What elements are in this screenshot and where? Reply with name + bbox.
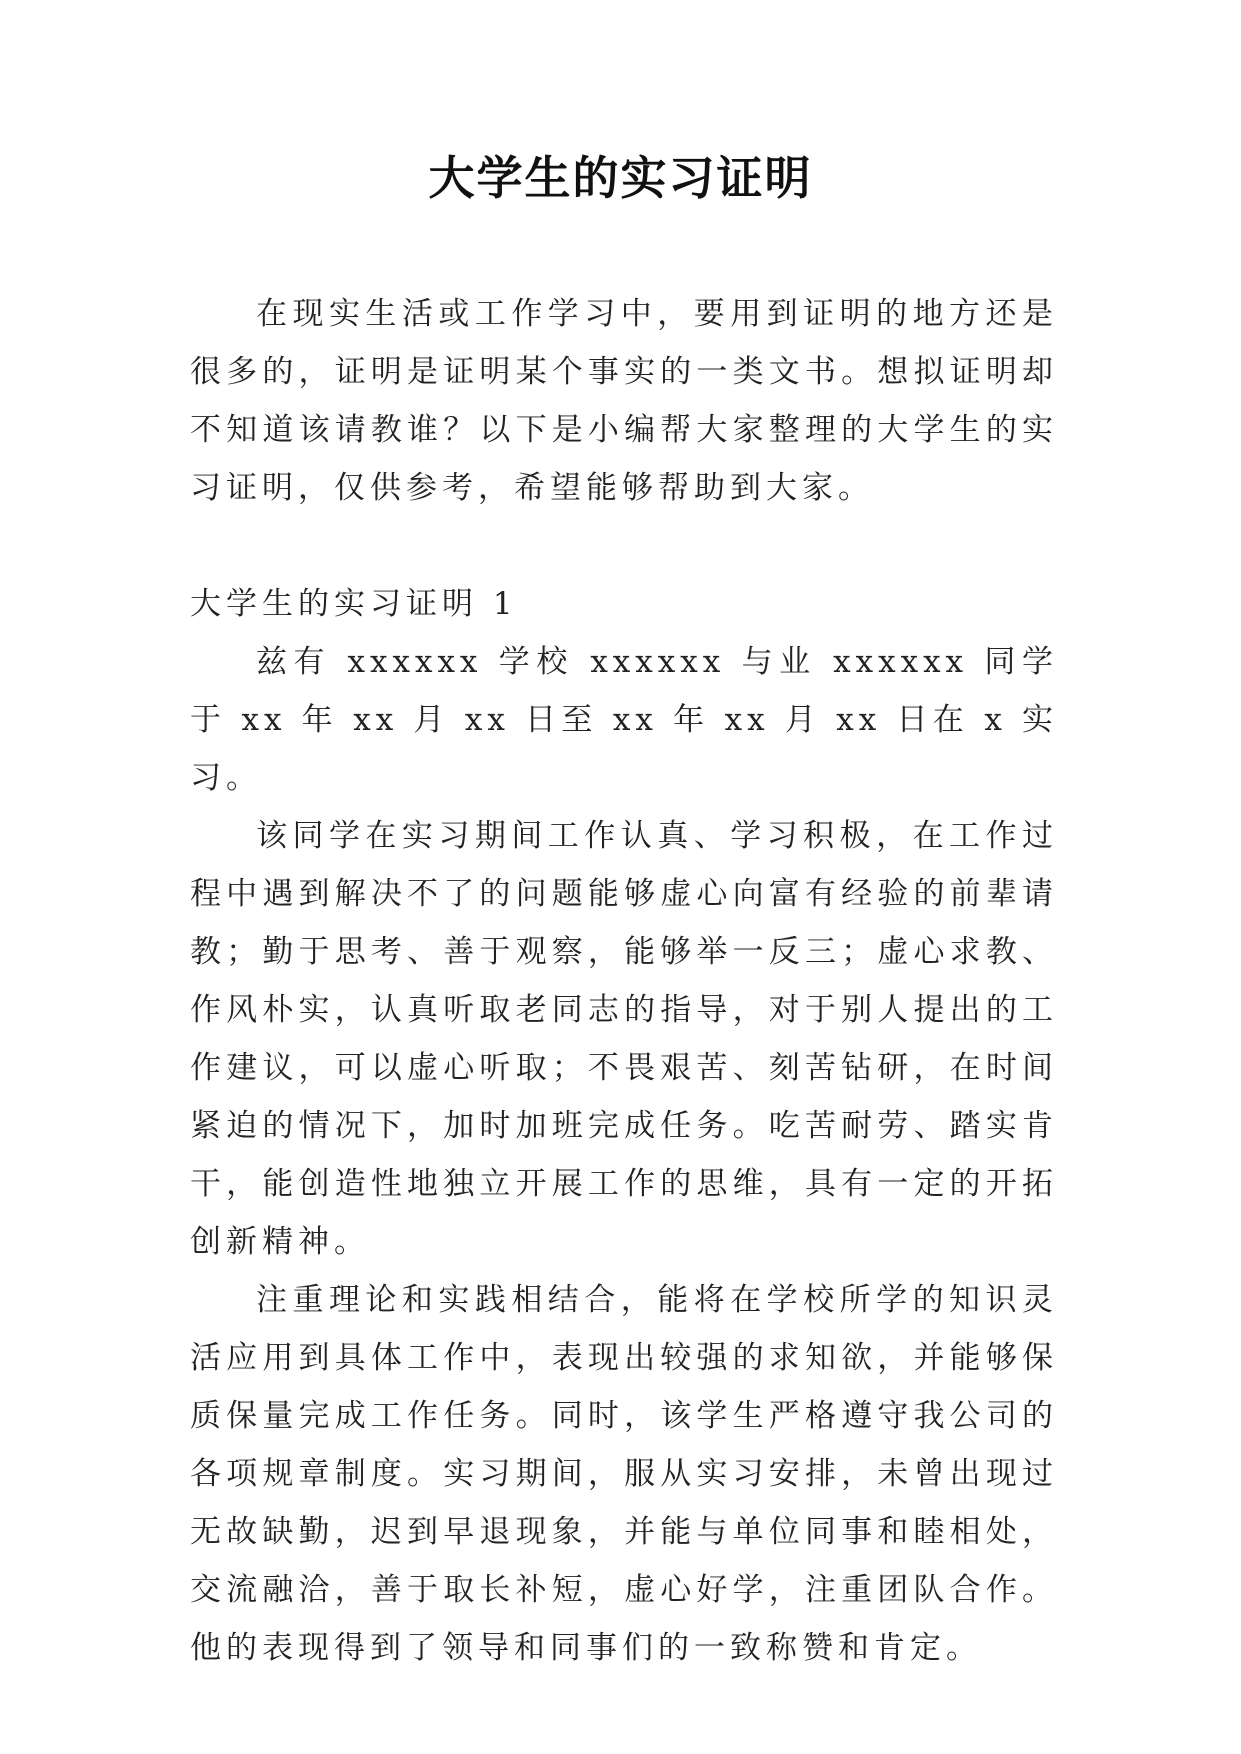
body-paragraph: 兹有 xxxxxx 学校 xxxxxx 与业 xxxxxx 同学于 xx 年 xx 月 xx 日至 xx 年 xx 月 xx 日在 x 实习。: [190, 644, 1058, 796]
section-heading: 大学生的实习证明 1: [190, 586, 518, 622]
document-body: [190, 285, 1058, 1677]
body-paragraph: 该同学在实习期间工作认真、学习积极，在工作过程中遇到解决不了的问题能够虚心向富有经验的前辈请教；勤于思考、善于观察，能够举一反三；虚心求教、作风朴实，认真听取老同志的指导，对于别人提出的工作建议，可以虚心听取；不畏艰苦、刻苦钻研，在时间紧迫的情况下，加时加班完成任务。吃苦耐劳、踏实肯干，能创造性地独立开展工作的思维，具有一定的开拓创新精神。: [190, 818, 1058, 1260]
spacer: [190, 517, 1058, 575]
body-paragraph: 注重理论和实践相结合，能将在学校所学的知识灵活应用到具体工作中，表现出较强的求知欲，并能够保质保量完成工作任务。同时，该学生严格遵守我公司的各项规章制度。实习期间，服从实习安排，未曾出现过无故缺勤，迟到早退现象，并能与单位同事和睦相处，交流融洽，善于取长补短，虚心好学，注重团队合作。他的表现得到了领导和同事们的一致称赞和肯定。: [190, 1282, 1058, 1666]
intro-paragraph: 在现实生活或工作学习中，要用到证明的地方还是很多的，证明是证明某个事实的一类文书。想拟证明却不知道该请教谁？以下是小编帮大家整理的大学生的实习证明，仅供参考，希望能够帮助到大家。: [190, 296, 1058, 506]
document-title: 大学生的实习证明: [428, 151, 813, 205]
